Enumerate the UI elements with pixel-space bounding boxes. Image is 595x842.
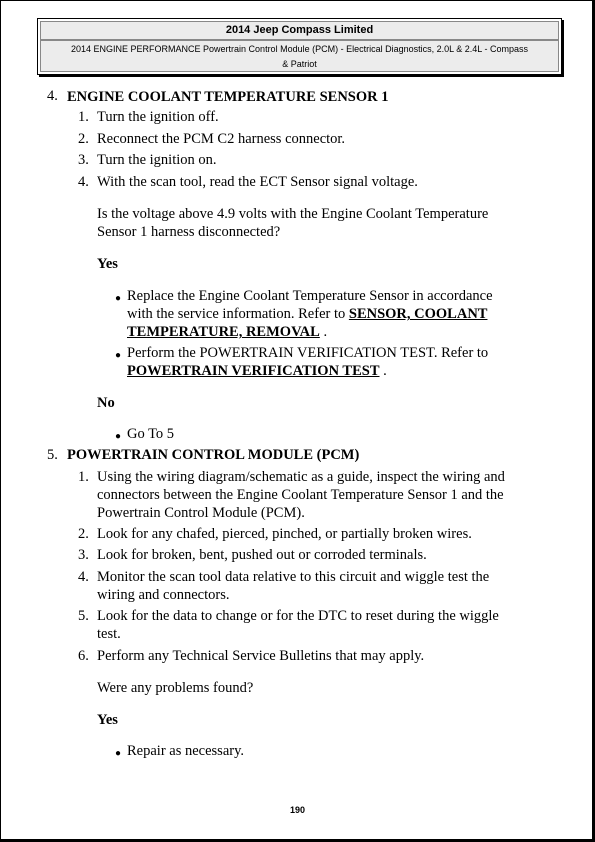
substep-number: 4. <box>78 174 89 190</box>
list-item-text: Perform the POWERTRAIN VERIFICATION TEST. Refer to <box>127 345 489 361</box>
substep-number: 2. <box>78 131 89 147</box>
substep-text: Monitor the scan tool data relative to this circuit and wiggle test the <box>97 569 490 585</box>
bullet-icon: ● <box>115 748 122 759</box>
list-item-text-part: with the service information. Refer to <box>127 306 349 322</box>
step-number: 4. <box>47 88 58 104</box>
list-item-text <box>127 363 387 380</box>
substep-text: Using the wiring diagram/schematic as a guide, inspect the wiring and <box>97 469 505 485</box>
substep-number: 1. <box>78 109 89 125</box>
substep-number: 3. <box>78 547 89 563</box>
list-item-text-part: . <box>319 324 328 340</box>
substep-text: Turn the ignition off. <box>97 109 219 125</box>
substep-number: 1. <box>78 469 89 485</box>
question-text: Were any problems found? <box>97 680 254 696</box>
step-heading: POWERTRAIN CONTROL MODULE (PCM) <box>67 447 360 463</box>
substep-number: 3. <box>78 152 89 168</box>
substep-number: 6. <box>78 648 89 664</box>
list-item-text-part: . <box>379 363 387 379</box>
substep-text: Look for broken, bent, pushed out or corroded terminals. <box>97 547 427 563</box>
list-item-text <box>127 306 487 323</box>
bullet-icon: ● <box>115 431 122 442</box>
substep-text: With the scan tool, read the ECT Sensor signal voltage. <box>97 174 418 190</box>
substep-number: 5. <box>78 608 89 624</box>
reference-link[interactable]: POWERTRAIN VERIFICATION TEST <box>127 363 380 379</box>
yes-label: Yes <box>97 256 118 272</box>
reference-link[interactable]: SENSOR, COOLANT <box>348 306 488 322</box>
question-text: Sensor 1 harness disconnected? <box>97 224 281 240</box>
substep-number: 4. <box>78 569 89 585</box>
substep-number: 2. <box>78 526 89 542</box>
substep-text: Look for any chafed, pierced, pinched, or partially broken wires. <box>97 526 472 542</box>
question-text: Is the voltage above 4.9 volts with the Engine Coolant Temperature <box>97 206 489 222</box>
substep-text: test. <box>97 626 121 642</box>
substep-text: Turn the ignition on. <box>97 152 217 168</box>
substep-text: Look for the data to change or for the DTC to reset during the wiggle <box>97 608 499 624</box>
substep-text: wiring and connectors. <box>97 587 230 603</box>
list-item-text: Go To 5 <box>127 426 175 442</box>
header-title: 2014 Jeep Compass Limited <box>40 21 559 40</box>
step-heading: ENGINE COOLANT TEMPERATURE SENSOR 1 <box>67 89 389 105</box>
step-number: 5. <box>47 447 58 463</box>
substep-text: connectors between the Engine Coolant Temperature Sensor 1 and the <box>97 487 504 503</box>
substep-text: Perform any Technical Service Bulletins that may apply. <box>97 648 425 664</box>
yes-label: Yes <box>97 712 118 728</box>
list-item-text: Repair as necessary. <box>127 743 245 759</box>
header-subtitle-line2: & Patriot <box>282 59 317 69</box>
document-header <box>37 18 562 75</box>
header-subtitle-line1: 2014 ENGINE PERFORMANCE Powertrain Control Module (PCM) - Electrical Diagnostics, 2.0L & 2.4L - Compass <box>71 44 528 54</box>
list-item-text <box>127 324 327 341</box>
bullet-icon: ● <box>115 350 122 361</box>
page-number: 190 <box>289 805 306 815</box>
list-item-text: Replace the Engine Coolant Temperature Sensor in accordance <box>127 288 493 304</box>
reference-link[interactable]: TEMPERATURE, REMOVAL <box>127 324 320 340</box>
no-label: No <box>97 395 115 411</box>
header-subtitle <box>40 40 559 72</box>
bullet-icon: ● <box>115 293 122 304</box>
substep-text: Powertrain Control Module (PCM). <box>97 505 305 521</box>
substep-text: Reconnect the PCM C2 harness connector. <box>97 131 346 147</box>
